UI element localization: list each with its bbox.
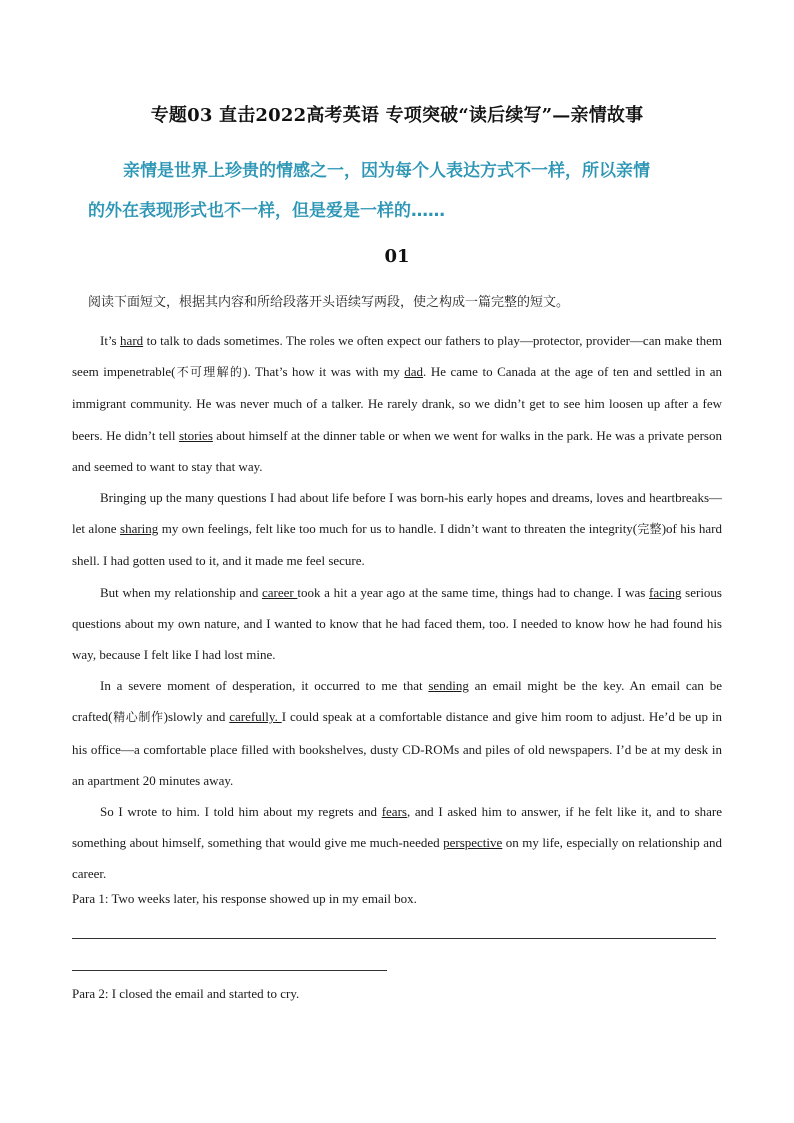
chinese-gloss: 精心制作: [112, 710, 164, 725]
intro-line-2: 的外在表现形式也不一样，但是爱是一样的……: [88, 201, 445, 221]
para-2-prompt: Para 2: I closed the email and started to cry.: [72, 986, 300, 1001]
vocab-underline: sharing: [120, 521, 159, 537]
vocab-underline: dad: [404, 364, 424, 380]
vocab-underline: hard: [120, 333, 144, 348]
passage-paragraph-1: It’s hard to talk to dads sometimes. The roles we often expect our fathers to play—protector, provider—can make them seem impenetrable(不可理解的). That’s how it was with my dad. He came to Canada at the age of ten and settled in an immigrant community. He was never much of a talker. He rarely drank, so we didn’t get to see him loosen up after a few beers. He didn’t tell stories about himself at the dinner table or when we went for walks in the park. He was a private person and seemed to want to stay that way.: [72, 333, 722, 474]
passage-paragraph-3: But when my relationship and career took a hit a year ago at the same time, things had to change. I was facing serious questions about my own nature, and I wanted to know that he had faced them, too. I needed to know how he had found his way, because I felt like I had lost mine.: [72, 584, 722, 663]
chinese-gloss: 不可理解的: [175, 365, 244, 380]
reading-passage: [72, 325, 722, 890]
answer-line-1: [72, 938, 716, 939]
intro-line-1: 亲情是世界上珍贵的情感之一，因为每个人表达方式不一样，所以亲情: [123, 161, 650, 181]
instruction-text: 阅读下面短文，根据其内容和所给段落开头语续写两段，使之构成一篇完整的短文。: [88, 295, 570, 310]
passage-paragraph-2: Bringing up the many questions I had about life before I was born-his early hopes and dreams, loves and heartbreaks—let alone sharing my own feelings, felt like too much for us to handle. I didn’t want to threaten the integrity(完整)of his hard shell. I had gotten used to it, and it made me feel secure.: [72, 490, 722, 569]
chinese-gloss: 完整: [637, 522, 662, 537]
vocab-underline: career: [261, 584, 298, 600]
section-number: 01: [384, 246, 410, 267]
para-1-prompt: Para 1: Two weeks later, his response showed up in my email box.: [72, 891, 417, 906]
vocab-underline: facing: [649, 584, 682, 600]
intro-text: [88, 151, 728, 231]
vocab-underline: sending: [428, 678, 469, 694]
passage-paragraph-5: So I wrote to him. I told him about my regrets and fears, and I asked him to answer, if he felt like it, and to share something about himself, something that would give me much-needed perspective on my life, especially on relationship and career.: [72, 804, 722, 882]
document-title: 专题03 直击2022高考英语 专项突破“读后续写”—亲情故事: [150, 105, 644, 126]
answer-line-2: [72, 970, 387, 971]
vocab-underline: perspective: [443, 835, 503, 851]
passage-paragraph-4: In a severe moment of desperation, it occurred to me that sending an email might be the key. An email can be crafted(精心制作)slowly and carefully. I could speak at a comfortable distance and give him room to adjust. He’d be up in his office—a comfortable place filled with bookshelves, dusty CD-ROMs and piles of old newspapers. I’d be at my desk in an apartment 20 minutes away.: [72, 678, 722, 788]
vocab-underline: stories: [178, 427, 213, 443]
vocab-underline: fears: [381, 804, 407, 820]
vocab-underline: carefully.: [229, 709, 282, 725]
